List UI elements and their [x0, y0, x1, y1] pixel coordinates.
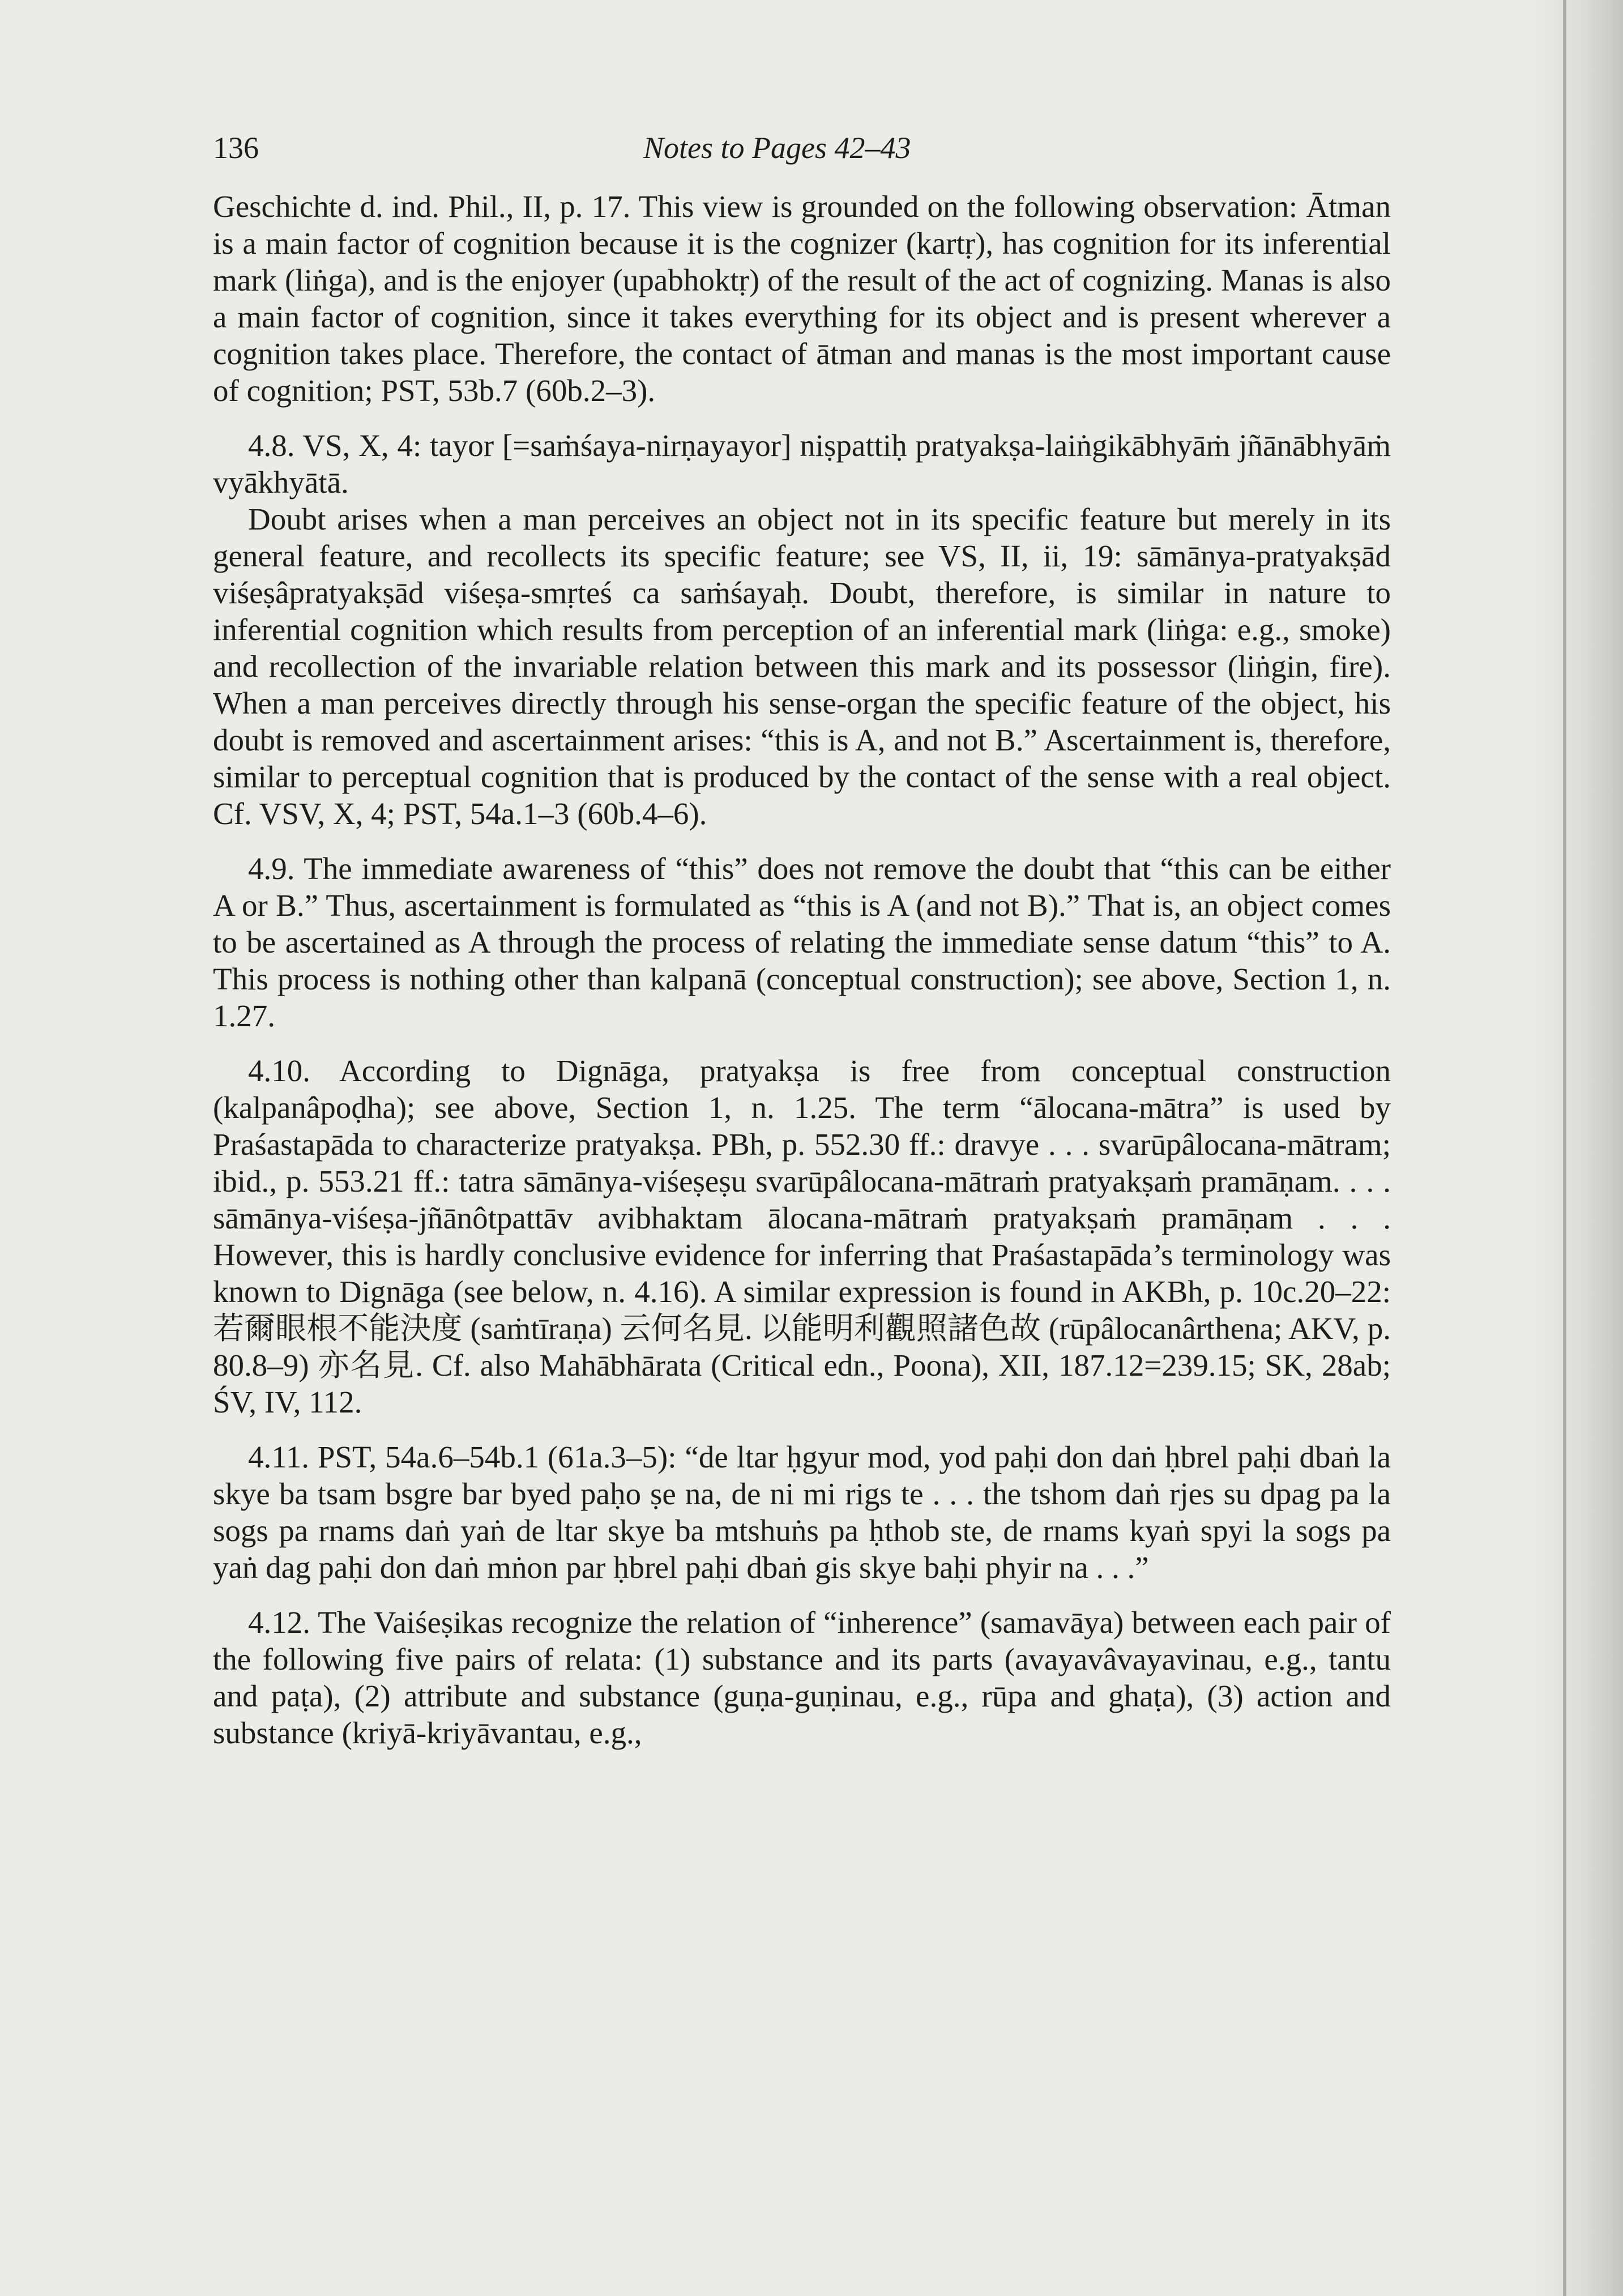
book-page: [213, 130, 1391, 1769]
note-4-9: 4.9. The immediate awareness of “this” does not remove the doubt that “this can be either A or B.” Thus, ascertainment is formulated as “this is A (and not B).” That is, an object comes to be ascertained as A through the process of relating the immediate sense datum “this” to A. This process is nothing other than kalpanā (conceptual construction); see above, Section 1, n. 1.27.: [213, 851, 1391, 1033]
note-4-10: 4.10. According to Dignāga, pratyakṣa is free from conceptual construction (kalpanâpoḍha); see above, Section 1, n. 1.25. The term “ālocana-mātra” is used by Praśastapāda to characterize pratyakṣa. PBh, p. 552.30 ff.: dravye . . . svarūpâlocana-mātram; ibid., p. 553.21 ff.: tatra sāmānya-viśeṣeṣu svarūpâlocana-mātraṁ pratyakṣaṁ pramāṇam. . . . sāmānya-viśeṣa-jñānôtpattāv avibhaktam ālocana-mātraṁ pratyakṣaṁ pramāṇam . . . However, this is hardly conclusive evidence for inferring that Praśastapāda’s terminology was known to Dignāga (see below, n. 4.16). A similar expression is found in AKBh, p. 10c.20–22: 若爾眼根不能決度 (saṁtīraṇa) 云何名見. 以能明利觀照諸色故 (rūpâlocanârthena; AKV, p. 80.8–9) 亦名見. Cf. also Mahābhārata (Critical edn., Poona), XII, 187.12=239.15; SK, 28ab; ŚV, IV, 112.: [213, 1053, 1391, 1419]
page-gutter-line: [1563, 0, 1566, 2296]
note-4-12: 4.12. The Vaiśeṣikas recognize the relation of “inherence” (samavāya) between each pair of the following five pairs of relata: (1) substance and its parts (avayavâvayavinau, e.g., tantu and paṭa), (2) attribute and substance (guṇa-guṇinau, e.g., rūpa and ghaṭa), (3) action and substance (kriyā-kriyāvantau, e.g.,: [213, 1605, 1391, 1750]
note-4-8: 4.8. VS, X, 4: tayor [=saṁśaya-nirṇayayor] niṣpattiḥ pratyakṣa-laiṅgikābhyāṁ jñānābhyāṁ vyākhyātā.: [213, 428, 1391, 500]
running-title: Notes to Pages 42–43: [643, 131, 911, 165]
page-header: [213, 130, 1391, 176]
notes-body: [213, 188, 1391, 1751]
scan-shadow-edge: [1532, 0, 1623, 2296]
note-4-11: 4.11. PST, 54a.6–54b.1 (61a.3–5): “de ltar ḥgyur mod, yod paḥi don daṅ ḥbrel paḥi dbaṅ la skye ba tsam bsgre bar byed paḥo ṣe na, de ni mi rigs te . . . the tshom daṅ rjes su dpag pa la sogs pa rnams daṅ yaṅ de ltar skye ba mtshuṅs pa ḥthob ste, de rnams kyaṅ spyi la sogs pa yaṅ dag paḥi don daṅ mṅon par ḥbrel paḥi dbaṅ gis skye baḥi phyir na . . .”: [213, 1440, 1391, 1585]
page-number: 136: [213, 131, 259, 165]
note-continuation: Geschichte d. ind. Phil., II, p. 17. This view is grounded on the following observation: Ātman is a main factor of cognition because it is the cognizer (kartṛ), has cognition for its inferential mark (liṅga), and is the enjoyer (upabhoktṛ) of the result of the act of cognizing. Manas is also a main factor of cognition, since it takes everything for its object and is present wherever a cognition takes place. Therefore, the contact of ātman and manas is the most important cause of cognition; PST, 53b.7 (60b.2–3).: [213, 189, 1391, 408]
note-4-8-commentary: Doubt arises when a man perceives an object not in its specific feature but merely in its general feature, and recollects its specific feature; see VS, II, ii, 19: sāmānya-pratyakṣād viśeṣâpratyakṣād viśeṣa-smṛteś ca saṁśayaḥ. Doubt, therefore, is similar in nature to inferential cognition which results from perception of an inferential mark (liṅga: e.g., smoke) and recollection of the invariable relation between this mark and its possessor (liṅgin, fire). When a man perceives directly through his sense-organ the specific feature of the object, his doubt is removed and ascertainment arises: “this is A, and not B.” Ascertainment is, therefore, similar to perceptual cognition that is produced by the contact of the sense with a real object. Cf. VSV, X, 4; PST, 54a.1–3 (60b.4–6).: [213, 502, 1391, 831]
